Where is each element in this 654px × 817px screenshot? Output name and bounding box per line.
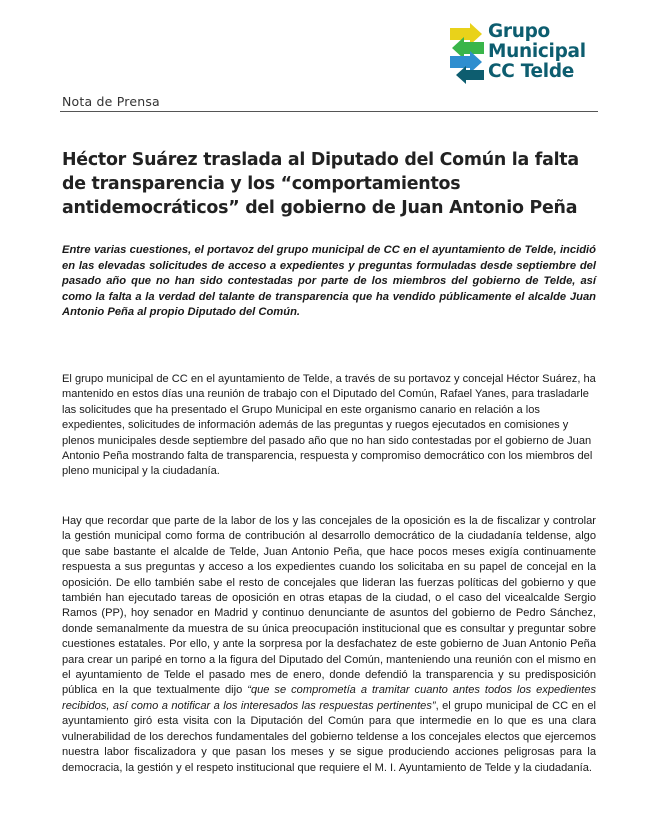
logo-line-municipal: Municipal: [488, 41, 586, 62]
article-lead: Entre varias cuestiones, el portavoz del grupo municipal de CC en el ayuntamiento de Telde, incidió en las elevadas solicitudes de acceso a expedientes y preguntas formuladas desde septiembre del pasado año que no han sido contestadas por parte de los miembros del gobierno de Telde, así como la falta a la verdad del talante de transparencia que ha vendido públicamente el alcalde Juan Antonio Peña al propio Diputado del Común.: [62, 244, 596, 318]
article-title: Héctor Suárez traslada al Diputado del Común la falta de transparencia y los “comportamientos antidemocráticos” del gobierno de Juan Antonio Peña: [62, 150, 579, 218]
logo-wordmark: [488, 22, 586, 82]
logo-line-cc-telde: CC Telde: [488, 61, 575, 82]
paragraph-2-text-end: , el grupo municipal de CC en el ayuntamiento giró esta visita con la Diputación del Común para que intermedie en lo que es una clara vulnerabilidad de los derechos fundamentales del gobierno teldense a los concejales electos que ejercemos nuestra labor fiscalizadora y que pasan los meses y se sigue produciendo acciones peligrosas para la democracia, la gestión y el respeto institucional que requiere el M. I. Ayuntamiento de Telde y la ciudadanía.: [62, 699, 596, 774]
article-paragraph-2: [62, 514, 596, 776]
cc-arrows-logo-icon: [448, 22, 486, 84]
paragraph-2-quote: “que se comprometía a tramitar cuanto antes todos los expedientes recibidos, así como a notificar a los interesados las respuestas pertinentes”: [62, 684, 596, 712]
paragraph-2-text-start: Hay que recordar que parte de la labor de los y las concejales de la oposición es la de fiscalizar y controlar la gestión municipal como forma de contribución al desarrollo democrático de la ciudadanía teldense, algo que sabe bastante el alcalde de Telde, Juan Antonio Peña, que hace pocos meses exigía continuamente respuesta a sus preguntas y acceso a los expedientes cuando los solicitaba en su papel de concejal en la oposición. De ello también sabe el resto de concejales que lideran las fuerzas políticas del gobierno y que también han ejecutado tareas de oposición en otras etapas de la ciudad, o el caso del vicealcalde Sergio Ramos (PP), hoy senador en Madrid y continuo denunciante de asuntos del gobierno de Pedro Sánchez, donde semanalmente da muestra de su única preocupación institucional que es consultar y preguntar sobre cuestiones estatales. Por ello, y ante la sorpresa por la desfachatez de este gobierno de Juan Antonio Peña para crear un paripé en torno a la figura del Diputado del Común, manteniendo una reunión con el mismo en el ayuntamiento de Telde el pasado mes de enero, donde defendió la transparencia y su predisposición pública en la que textualmente dijo: [62, 515, 596, 697]
document-type-label: Nota de Prensa: [62, 94, 160, 109]
grupo-municipal-cc-telde-logo: [448, 18, 598, 90]
header-divider: [60, 111, 598, 112]
logo-line-grupo: Grupo: [488, 21, 550, 42]
article-paragraph-1: El grupo municipal de CC en el ayuntamiento de Telde, a través de su portavoz y concejal Héctor Suárez, ha mantenido en estos días una reunión de trabajo con el Diputado del Común, Rafael Yanes, para trasladarle las solicitudes que ha presentado el Grupo Municipal en este organismo canario en relación a los expedientes, solicitudes de información además de las preguntas y ruegos ejecutados en comisiones y plenos municipales desde septiembre del pasado año que no han sido contestadas por el gobierno de Juan Antonio Peña mostrando falta de transparencia, respuesta y compromiso democrático con los miembros del pleno municipal y la ciudadanía.: [62, 373, 596, 478]
